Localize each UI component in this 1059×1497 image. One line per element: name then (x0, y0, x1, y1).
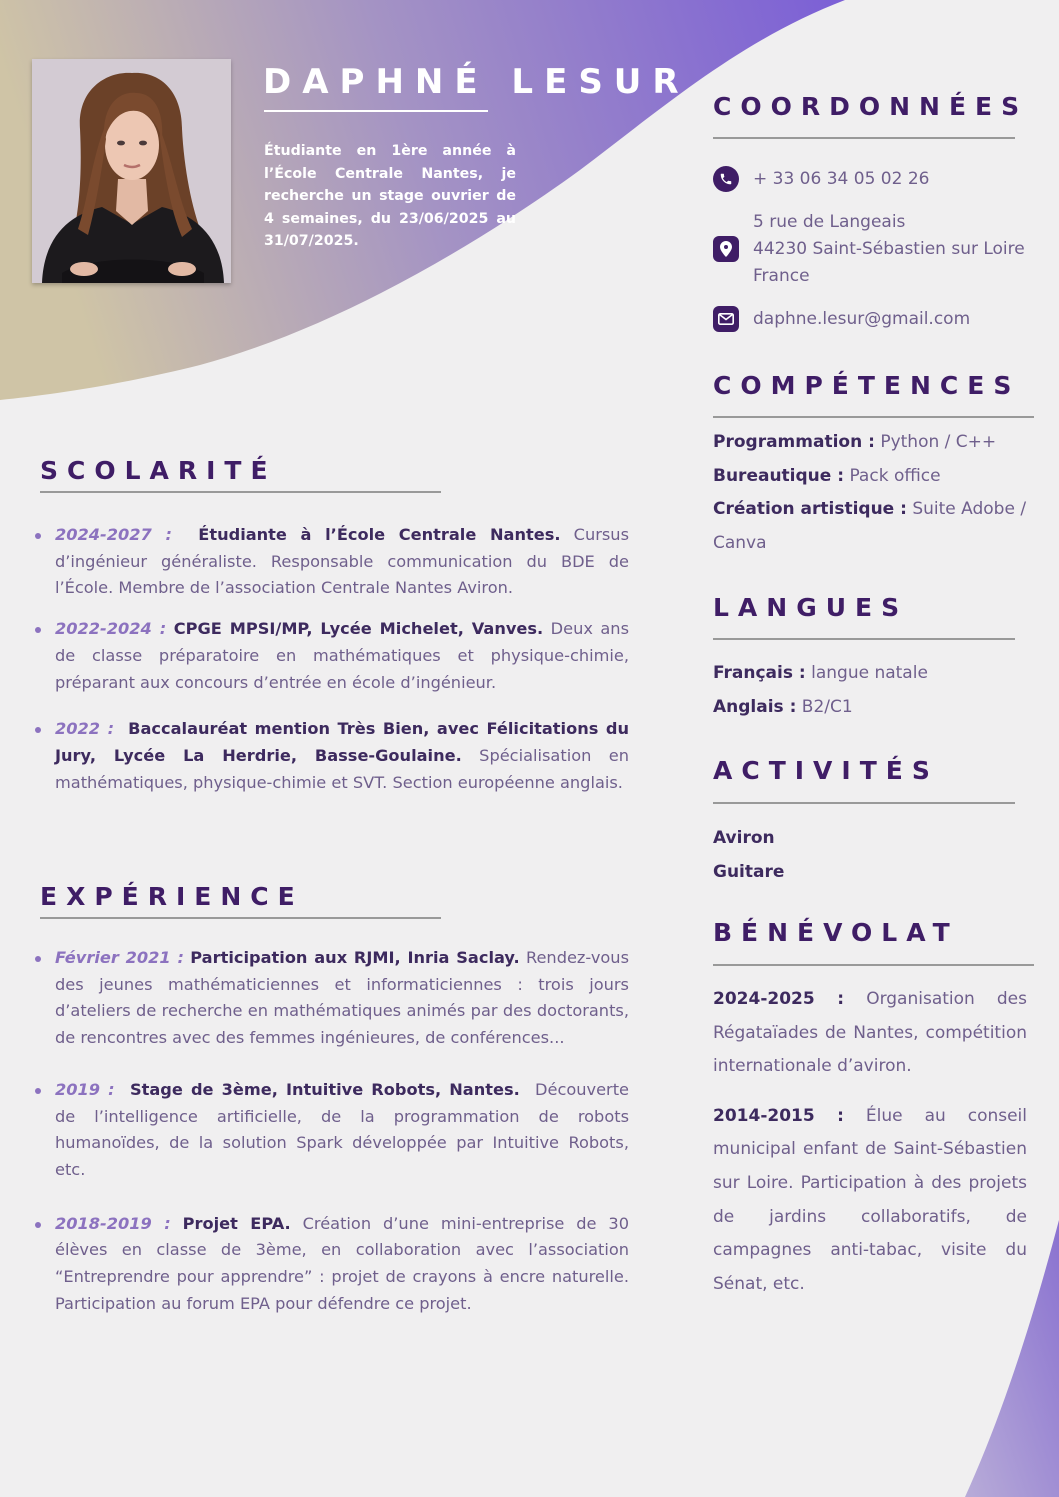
name-underline (264, 110, 488, 112)
contact-email (713, 306, 970, 333)
profile-photo (32, 59, 231, 283)
phone-icon (713, 166, 739, 192)
mail-icon (713, 306, 739, 332)
section-line-benevolat (713, 964, 1034, 966)
scolarite-entry (32, 716, 629, 796)
section-title-benevolat: BÉNÉVOLAT (713, 918, 959, 947)
section-title-competences: COMPÉTENCES (713, 371, 1021, 400)
intro-text: Étudiante en 1ère année à l’École Centrale Nantes, je recherche un stage ouvrier de 4 semaines, du 23/06/2025 au 31/07/2025. (264, 143, 516, 249)
entry-title: Participation aux RJMI, Inria Saclay. (190, 948, 520, 967)
entry-title: Baccalauréat mention Très Bien, avec Félicitations du Jury, Lycée La Herdrie, Basse-Goulaine. (55, 719, 629, 765)
volunteer-item: 2024-2025 : Organisation des Régataïades de Nantes, compétition internationale d’aviron. (713, 989, 1027, 1077)
section-line-activites (713, 802, 1015, 804)
section-line-langues (713, 638, 1015, 640)
language-item: Français : langue natale (713, 663, 928, 683)
entry-title: Projet EPA. (182, 1213, 291, 1233)
location-pin-icon (713, 236, 739, 262)
langues-list (713, 657, 928, 724)
experience-entry (32, 945, 629, 1052)
activity-item: Guitare (713, 862, 785, 882)
section-line-coordonnees (713, 137, 1015, 139)
address-line: 44230 Saint-Sébastien sur Loire (753, 239, 1025, 259)
portrait-illustration (32, 59, 231, 283)
entry-date: 2022 : (55, 719, 115, 739)
entry-date: 2022-2024 : (55, 619, 167, 639)
contact-address (753, 209, 1025, 290)
scolarite-list (32, 522, 629, 796)
entry-description: Découverte de l’intelligence artificielle, de la programmation de robots humanoïdes, de la solution Spark développée par Intuitive Robots, etc. (55, 1079, 630, 1179)
phone-number: + 33 06 34 05 02 26 (753, 169, 930, 189)
skill-item: Bureautique : Pack office (713, 465, 941, 486)
entry-description: Rendez-vous des jeunes mathématiciennes et informaticiennes : trois jours d’ateliers de recherche en mathématiques animés par des doctorants, de rencontres avec des femmes ingénieures, de conférences... (55, 948, 630, 1048)
email-link[interactable]: daphne.lesur@gmail.com (753, 309, 971, 329)
section-title-scolarite: SCOLARITÉ (40, 456, 277, 485)
volunteer-item: 2014-2015 : Élue au conseil municipal enfant de Saint-Sébastien sur Loire. Participation à des projets de jardins collaboratifs, de campagnes anti-tabac, visite du Sénat, etc. (713, 1105, 1028, 1294)
section-line-experience (40, 917, 441, 919)
entry-date: Février 2021 : (55, 948, 184, 967)
address-line: France (753, 266, 810, 286)
section-title-coordonnees: COORDONNÉES (713, 92, 1029, 121)
contact-phone (713, 166, 929, 193)
section-line-scolarite (40, 491, 441, 493)
entry-description: Cursus d’ingénieur généraliste. Responsable communication du BDE de l’École. Membre de l’association Centrale Nantes Aviron. (55, 525, 630, 598)
competences-list (713, 426, 1027, 560)
experience-entry (32, 1211, 629, 1318)
benevolat-list (713, 983, 1027, 1301)
section-line-competences (713, 416, 1034, 418)
entry-date: 2018-2019 : (55, 1213, 171, 1233)
entry-description: Création d’une mini-entreprise de 30 élèves en classe de 3ème, en collaboration avec l’association “Entreprendre pour apprendre” : projet de crayons à encre naturelle. Participation au forum EPA pour défendre ce projet. (55, 1213, 629, 1313)
section-title-langues: LANGUES (713, 593, 909, 622)
section-title-experience: EXPÉRIENCE (40, 882, 304, 911)
candidate-name: DAPHNÉ LESUR (263, 62, 690, 102)
entry-description: Deux ans de classe préparatoire en mathématiques et physique-chimie, préparant aux concours d’entrée en école d’ingénieur. (55, 619, 630, 692)
scolarite-entry (32, 616, 629, 696)
experience-entry (32, 1077, 629, 1184)
activites-list (713, 821, 784, 889)
skill-item: Programmation : Python / C++ (713, 432, 997, 452)
entry-title: Stage de 3ème, Intuitive Robots, Nantes. (129, 1079, 520, 1099)
entry-title: CPGE MPSI/MP, Lycée Michelet, Vanves. (173, 619, 544, 639)
experience-list (32, 945, 629, 1317)
scolarite-entry (32, 522, 629, 602)
skill-item: Création artistique : Suite Adobe / Canva (713, 499, 1027, 553)
section-title-activites: ACTIVITÉS (713, 756, 939, 785)
language-item: Anglais : B2/C1 (713, 696, 853, 717)
entry-title: Étudiante à l’École Centrale Nantes. (198, 525, 561, 544)
entry-date: 2019 : (55, 1079, 115, 1099)
entry-date: 2024-2027 : (55, 525, 172, 544)
address-line: 5 rue de Langeais (753, 212, 906, 232)
entry-description: Spécialisation en mathématiques, physique-chimie et SVT. Section européenne anglais. (55, 745, 629, 792)
activity-item: Aviron (713, 828, 775, 848)
